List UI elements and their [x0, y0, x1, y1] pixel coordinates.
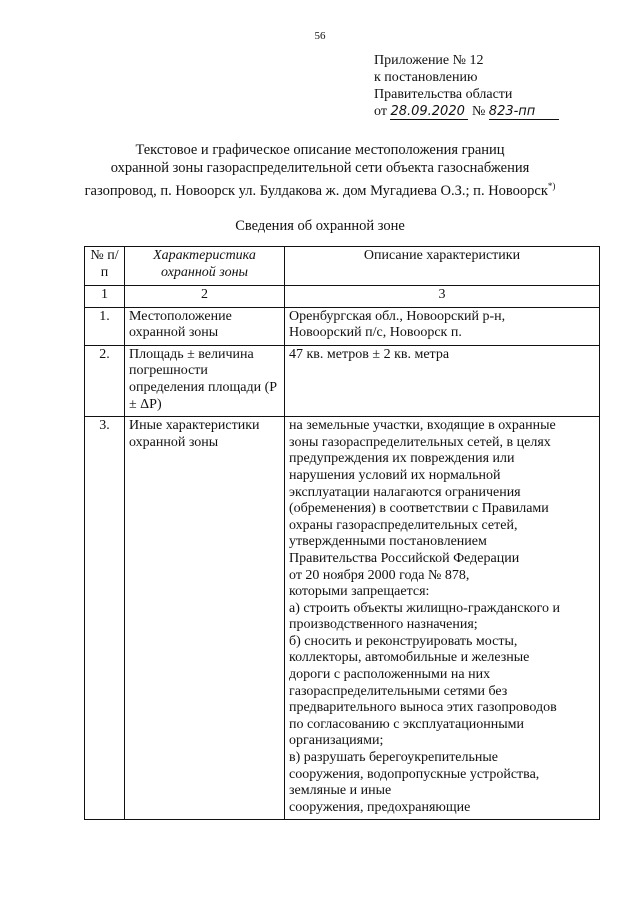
description-line: нарушения условий их нормальной — [289, 467, 501, 483]
row-description — [285, 345, 600, 416]
description-line: организациями; — [289, 733, 384, 749]
description-line: производственного назначения; — [289, 617, 478, 633]
description-line: по согласованию с эксплуатационными — [289, 716, 524, 732]
page-number: 56 — [314, 30, 326, 42]
description-line: от 20 ноября 2000 года № 878, — [289, 567, 470, 583]
row-description — [285, 417, 600, 820]
appendix-line-1: Приложение № 12 — [374, 53, 484, 68]
row-num: 2. — [85, 345, 125, 416]
header-num: № п/п — [85, 247, 125, 286]
description-line: эксплуатации налагаются ограничения — [289, 484, 521, 500]
appendix-line-2: к постановлению — [374, 70, 478, 85]
description-line: Правительства Российской Федерации — [289, 550, 520, 566]
description-line: охраны газораспределительных сетей, — [289, 517, 518, 533]
description-line: 47 кв. метров ± 2 кв. метра — [289, 346, 450, 362]
row-characteristic: Иные характеристики охранной зоны — [125, 417, 285, 820]
description-line: утвержденными постановлением — [289, 534, 487, 550]
description-line: земляные и иные — [289, 783, 392, 799]
index-cell-3: 3 — [285, 286, 600, 308]
description-line: на земельные участки, входящие в охранные — [289, 418, 556, 434]
description-line: (обременения) в соответствии с Правилами — [289, 501, 549, 517]
document-title — [0, 141, 640, 200]
footnote-mark: *) — [547, 181, 556, 191]
header-characteristic: Характеристика охранной зоны — [125, 247, 285, 286]
appendix-date-line — [374, 103, 559, 120]
title-line-1: Текстовое и графическое описание местоположения границ — [135, 142, 505, 158]
handwritten-date: 28.09.2020 — [390, 105, 468, 120]
protection-zone-table — [84, 246, 600, 820]
description-line: дороги с расположенными на них — [289, 667, 491, 683]
table-row — [85, 345, 600, 416]
description-line: газораспределительными сетями без — [289, 683, 508, 699]
row-num: 3. — [85, 417, 125, 820]
title-line-3 — [0, 177, 640, 200]
index-cell-1: 1 — [85, 286, 125, 308]
description-line: а) строить объекты жилищно-гражданского и — [289, 600, 560, 616]
description-line: зоны газораспределительных сетей, в целях — [289, 434, 551, 450]
description-line: в) разрушать берегоукрепительные — [289, 750, 499, 766]
title-line-2: охранной зоны газораспределительной сети объекта газоснабжения — [110, 160, 530, 176]
section-subtitle: Сведения об охранной зоне — [235, 218, 405, 234]
description-line: б) сносить и реконструировать мосты, — [289, 633, 518, 649]
description-line: Оренбургская обл., Новоорский р-н, — [289, 308, 506, 324]
table-header-row — [85, 247, 600, 286]
index-cell-2: 2 — [125, 286, 285, 308]
table-row — [85, 417, 600, 820]
title-line-3-text: газопровод, п. Новоорск ул. Булдакова ж. дом Мугадиева О.З.; п. Новоорск — [84, 182, 548, 199]
row-characteristic: Площадь ± величина погрешности определения площади (P ± ΔP) — [125, 345, 285, 416]
appendix-line-3: Правительства области — [374, 87, 513, 102]
description-line: предупреждения их повреждения или — [289, 451, 515, 467]
handwritten-number: 823-пп — [489, 105, 559, 120]
row-num: 1. — [85, 307, 125, 345]
appendix-block — [374, 52, 559, 120]
table-row — [85, 307, 600, 345]
description-line: которыми запрещается: — [289, 584, 430, 600]
description-line: сооружения, водопропускные устройства, — [289, 766, 540, 782]
description-line: предварительного выноса этих газопроводов — [289, 700, 557, 716]
header-description: Описание характеристики — [285, 247, 600, 286]
description-line: сооружения, предохраняющие — [289, 799, 471, 815]
row-characteristic: Местоположение охранной зоны — [125, 307, 285, 345]
number-label: № — [471, 104, 486, 119]
table-index-row — [85, 286, 600, 308]
from-label: от — [374, 104, 387, 119]
row-description — [285, 307, 600, 345]
description-line: коллекторы, автомобильные и железные — [289, 650, 530, 666]
description-line: Новоорский п/с, Новоорск п. — [289, 325, 462, 341]
